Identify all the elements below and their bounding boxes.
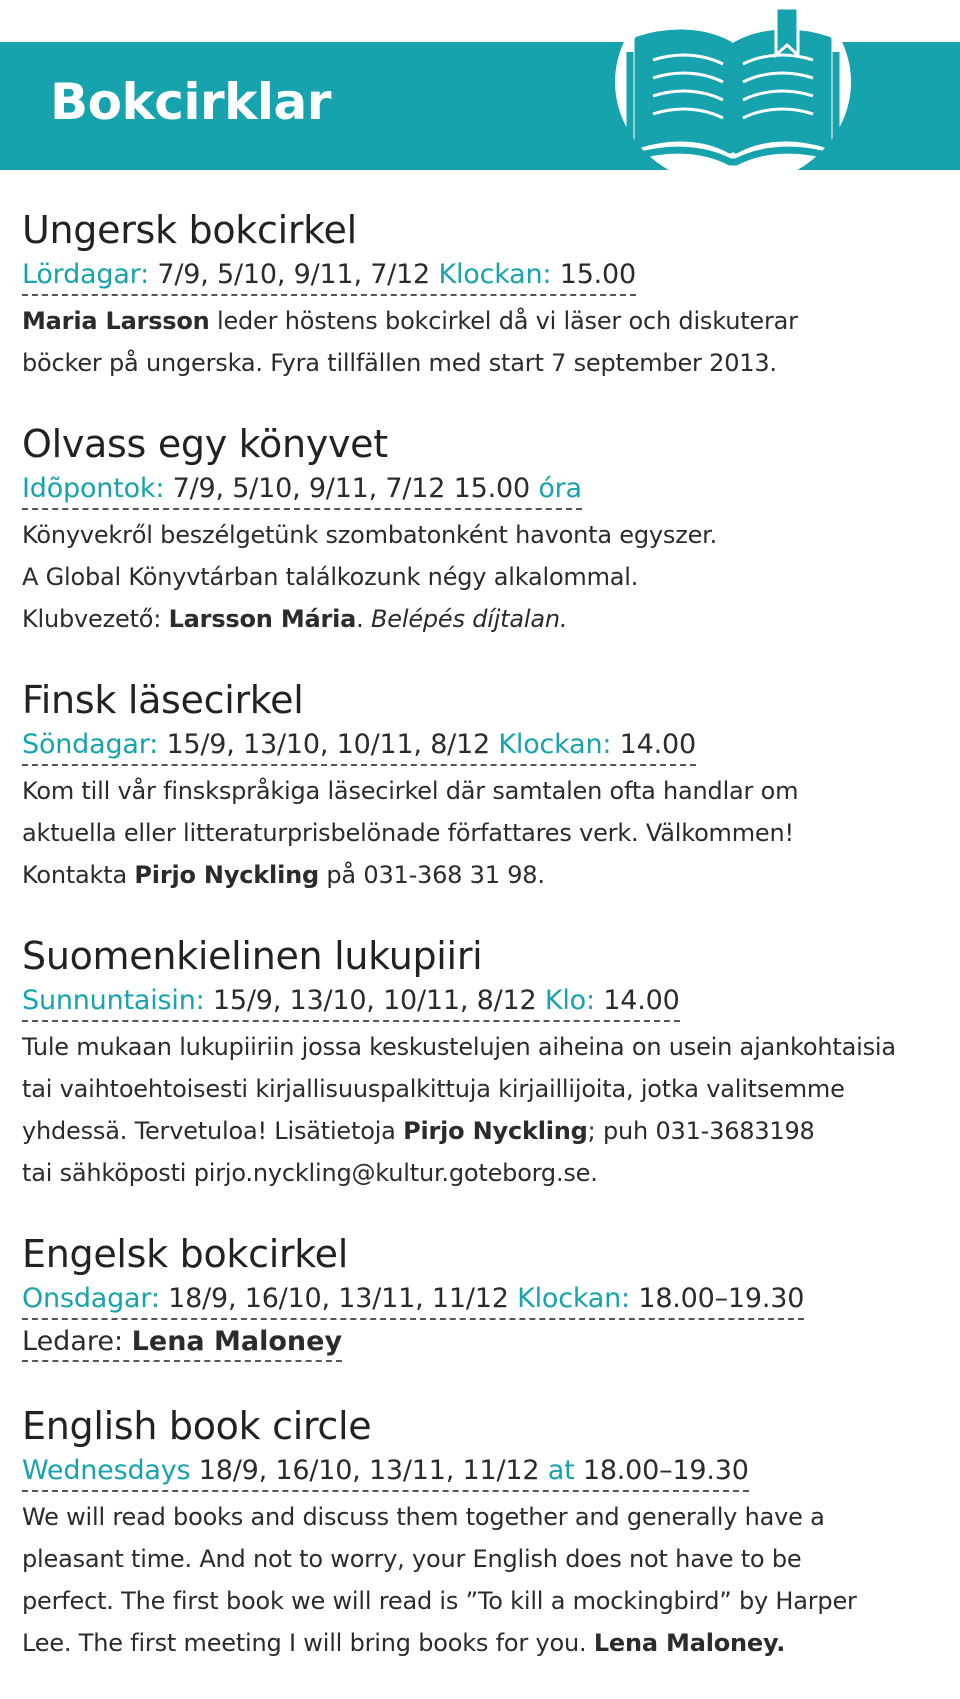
free-entry-note: Belépés díjtalan. bbox=[371, 605, 568, 633]
text: tai sähköposti pirjo.nyckling@kultur.goteborg.se. bbox=[22, 1159, 598, 1187]
schedule-line bbox=[22, 983, 680, 1022]
text: Klubvezető: bbox=[22, 605, 169, 633]
time-label: Klo: bbox=[544, 985, 595, 1016]
text: Könyvekről beszélgetünk szombatonként havonta egyszer. bbox=[22, 521, 718, 549]
schedule-line bbox=[22, 257, 636, 296]
dates: 15/9, 13/10, 10/11, 8/12 bbox=[158, 729, 499, 760]
text: perfect. The first book we will read is ”To kill a mockingbird” by Harper bbox=[22, 1587, 857, 1615]
dates: 7/9, 5/10, 9/11, 7/12 bbox=[149, 259, 439, 290]
section-title: English book circle bbox=[22, 1404, 372, 1448]
body-line bbox=[22, 1110, 937, 1152]
day-label: Söndagar: bbox=[22, 729, 159, 760]
section-olvass-egy-konyvet bbox=[22, 419, 937, 640]
body-line bbox=[22, 1496, 937, 1538]
body-line bbox=[22, 514, 937, 556]
body-line bbox=[22, 812, 937, 854]
section-title: Olvass egy könyvet bbox=[22, 422, 388, 466]
section-engelsk-bokcirkel bbox=[22, 1229, 937, 1366]
dates: 7/9, 5/10, 9/11, 7/12 15.00 bbox=[164, 473, 539, 504]
day-label: Lördagar: bbox=[22, 259, 150, 290]
schedule-line bbox=[22, 471, 582, 510]
schedule-line bbox=[22, 1281, 804, 1320]
text: . bbox=[356, 605, 372, 633]
time-label: Klockan: bbox=[517, 1283, 630, 1314]
leader-label: Ledare: bbox=[22, 1326, 132, 1357]
text: leder höstens bokcirkel då vi läser och diskuterar bbox=[209, 307, 798, 335]
section-suomenkielinen-lukupiiri bbox=[22, 931, 937, 1194]
body-line bbox=[22, 598, 937, 640]
section-ungersk-bokcirkel bbox=[22, 205, 937, 384]
time-label: Klockan: bbox=[498, 729, 612, 760]
schedule-line bbox=[22, 727, 696, 766]
text: på 031-368 31 98. bbox=[318, 861, 545, 889]
day-label: Idõpontok: bbox=[22, 473, 165, 504]
time-label: at bbox=[547, 1455, 575, 1486]
time: 15.00 bbox=[551, 259, 637, 290]
content bbox=[22, 205, 937, 1699]
dates: 18/9, 16/10, 13/11, 11/12 bbox=[159, 1283, 518, 1314]
text: aktuella eller litteraturprisbelönade författares verk. Välkommen! bbox=[22, 819, 794, 847]
day-label: Sunnuntaisin: bbox=[22, 985, 205, 1016]
open-book-icon bbox=[608, 0, 858, 180]
section-title: Suomenkielinen lukupiiri bbox=[22, 934, 483, 978]
body-line bbox=[22, 1026, 937, 1068]
section-title: Ungersk bokcirkel bbox=[22, 208, 357, 252]
leader-line bbox=[22, 1324, 342, 1362]
time-label: Klockan: bbox=[438, 259, 552, 290]
time-label: óra bbox=[538, 473, 582, 504]
page-title: Bokcirklar bbox=[50, 73, 331, 131]
body-line bbox=[22, 1152, 937, 1194]
section-english-book-circle bbox=[22, 1401, 937, 1664]
body-line bbox=[22, 1068, 937, 1110]
day-label: Onsdagar: bbox=[22, 1283, 160, 1314]
body-line bbox=[22, 770, 937, 812]
leader-name: Maria Larsson bbox=[22, 307, 210, 335]
time: 14.00 bbox=[611, 729, 696, 760]
body-line bbox=[22, 1538, 937, 1580]
time: 18.00–19.30 bbox=[629, 1283, 805, 1314]
text: ; puh 031-3683198 bbox=[587, 1117, 815, 1145]
text: tai vaihtoehtoisesti kirjallisuuspalkittuja kirjaillijoita, jotka valitsemme bbox=[22, 1075, 845, 1103]
body-line bbox=[22, 854, 937, 896]
body-line bbox=[22, 300, 937, 342]
body-line bbox=[22, 1622, 937, 1664]
signature-name: Lena Maloney. bbox=[593, 1629, 786, 1657]
text: Tule mukaan lukupiiriin jossa keskustelujen aiheina on usein ajankohtaisia bbox=[22, 1033, 896, 1061]
text: A Global Könyvtárban találkozunk négy alkalommal. bbox=[22, 563, 639, 591]
leader-name: Lena Maloney bbox=[131, 1326, 343, 1357]
text: böcker på ungerska. Fyra tillfällen med start 7 september 2013. bbox=[22, 349, 777, 377]
schedule-line bbox=[22, 1453, 749, 1492]
time: 14.00 bbox=[594, 985, 680, 1016]
day-label: Wednesdays bbox=[22, 1455, 191, 1486]
text: Kontakta bbox=[22, 861, 135, 889]
section-title: Finsk läsecirkel bbox=[22, 678, 304, 722]
body-line bbox=[22, 556, 937, 598]
time: 18.00–19.30 bbox=[574, 1455, 749, 1486]
body-line bbox=[22, 1580, 937, 1622]
text: We will read books and discuss them together and generally have a bbox=[22, 1503, 825, 1531]
contact-name: Pirjo Nyckling bbox=[403, 1117, 588, 1145]
dates: 15/9, 13/10, 10/11, 8/12 bbox=[204, 985, 545, 1016]
contact-name: Pirjo Nyckling bbox=[134, 861, 319, 889]
section-title: Engelsk bokcirkel bbox=[22, 1232, 348, 1276]
text: pleasant time. And not to worry, your English does not have to be bbox=[22, 1545, 802, 1573]
text: yhdessä. Tervetuloa! Lisätietoja bbox=[22, 1117, 404, 1145]
text: Lee. The first meeting I will bring books for you. bbox=[22, 1629, 594, 1657]
body-line bbox=[22, 342, 937, 384]
section-finsk-lasecirkel bbox=[22, 675, 937, 896]
text: Kom till vår finskspråkiga läsecirkel där samtalen ofta handlar om bbox=[22, 777, 799, 805]
dates: 18/9, 16/10, 13/11, 11/12 bbox=[190, 1455, 548, 1486]
leader-name: Larsson Mária bbox=[168, 605, 357, 633]
